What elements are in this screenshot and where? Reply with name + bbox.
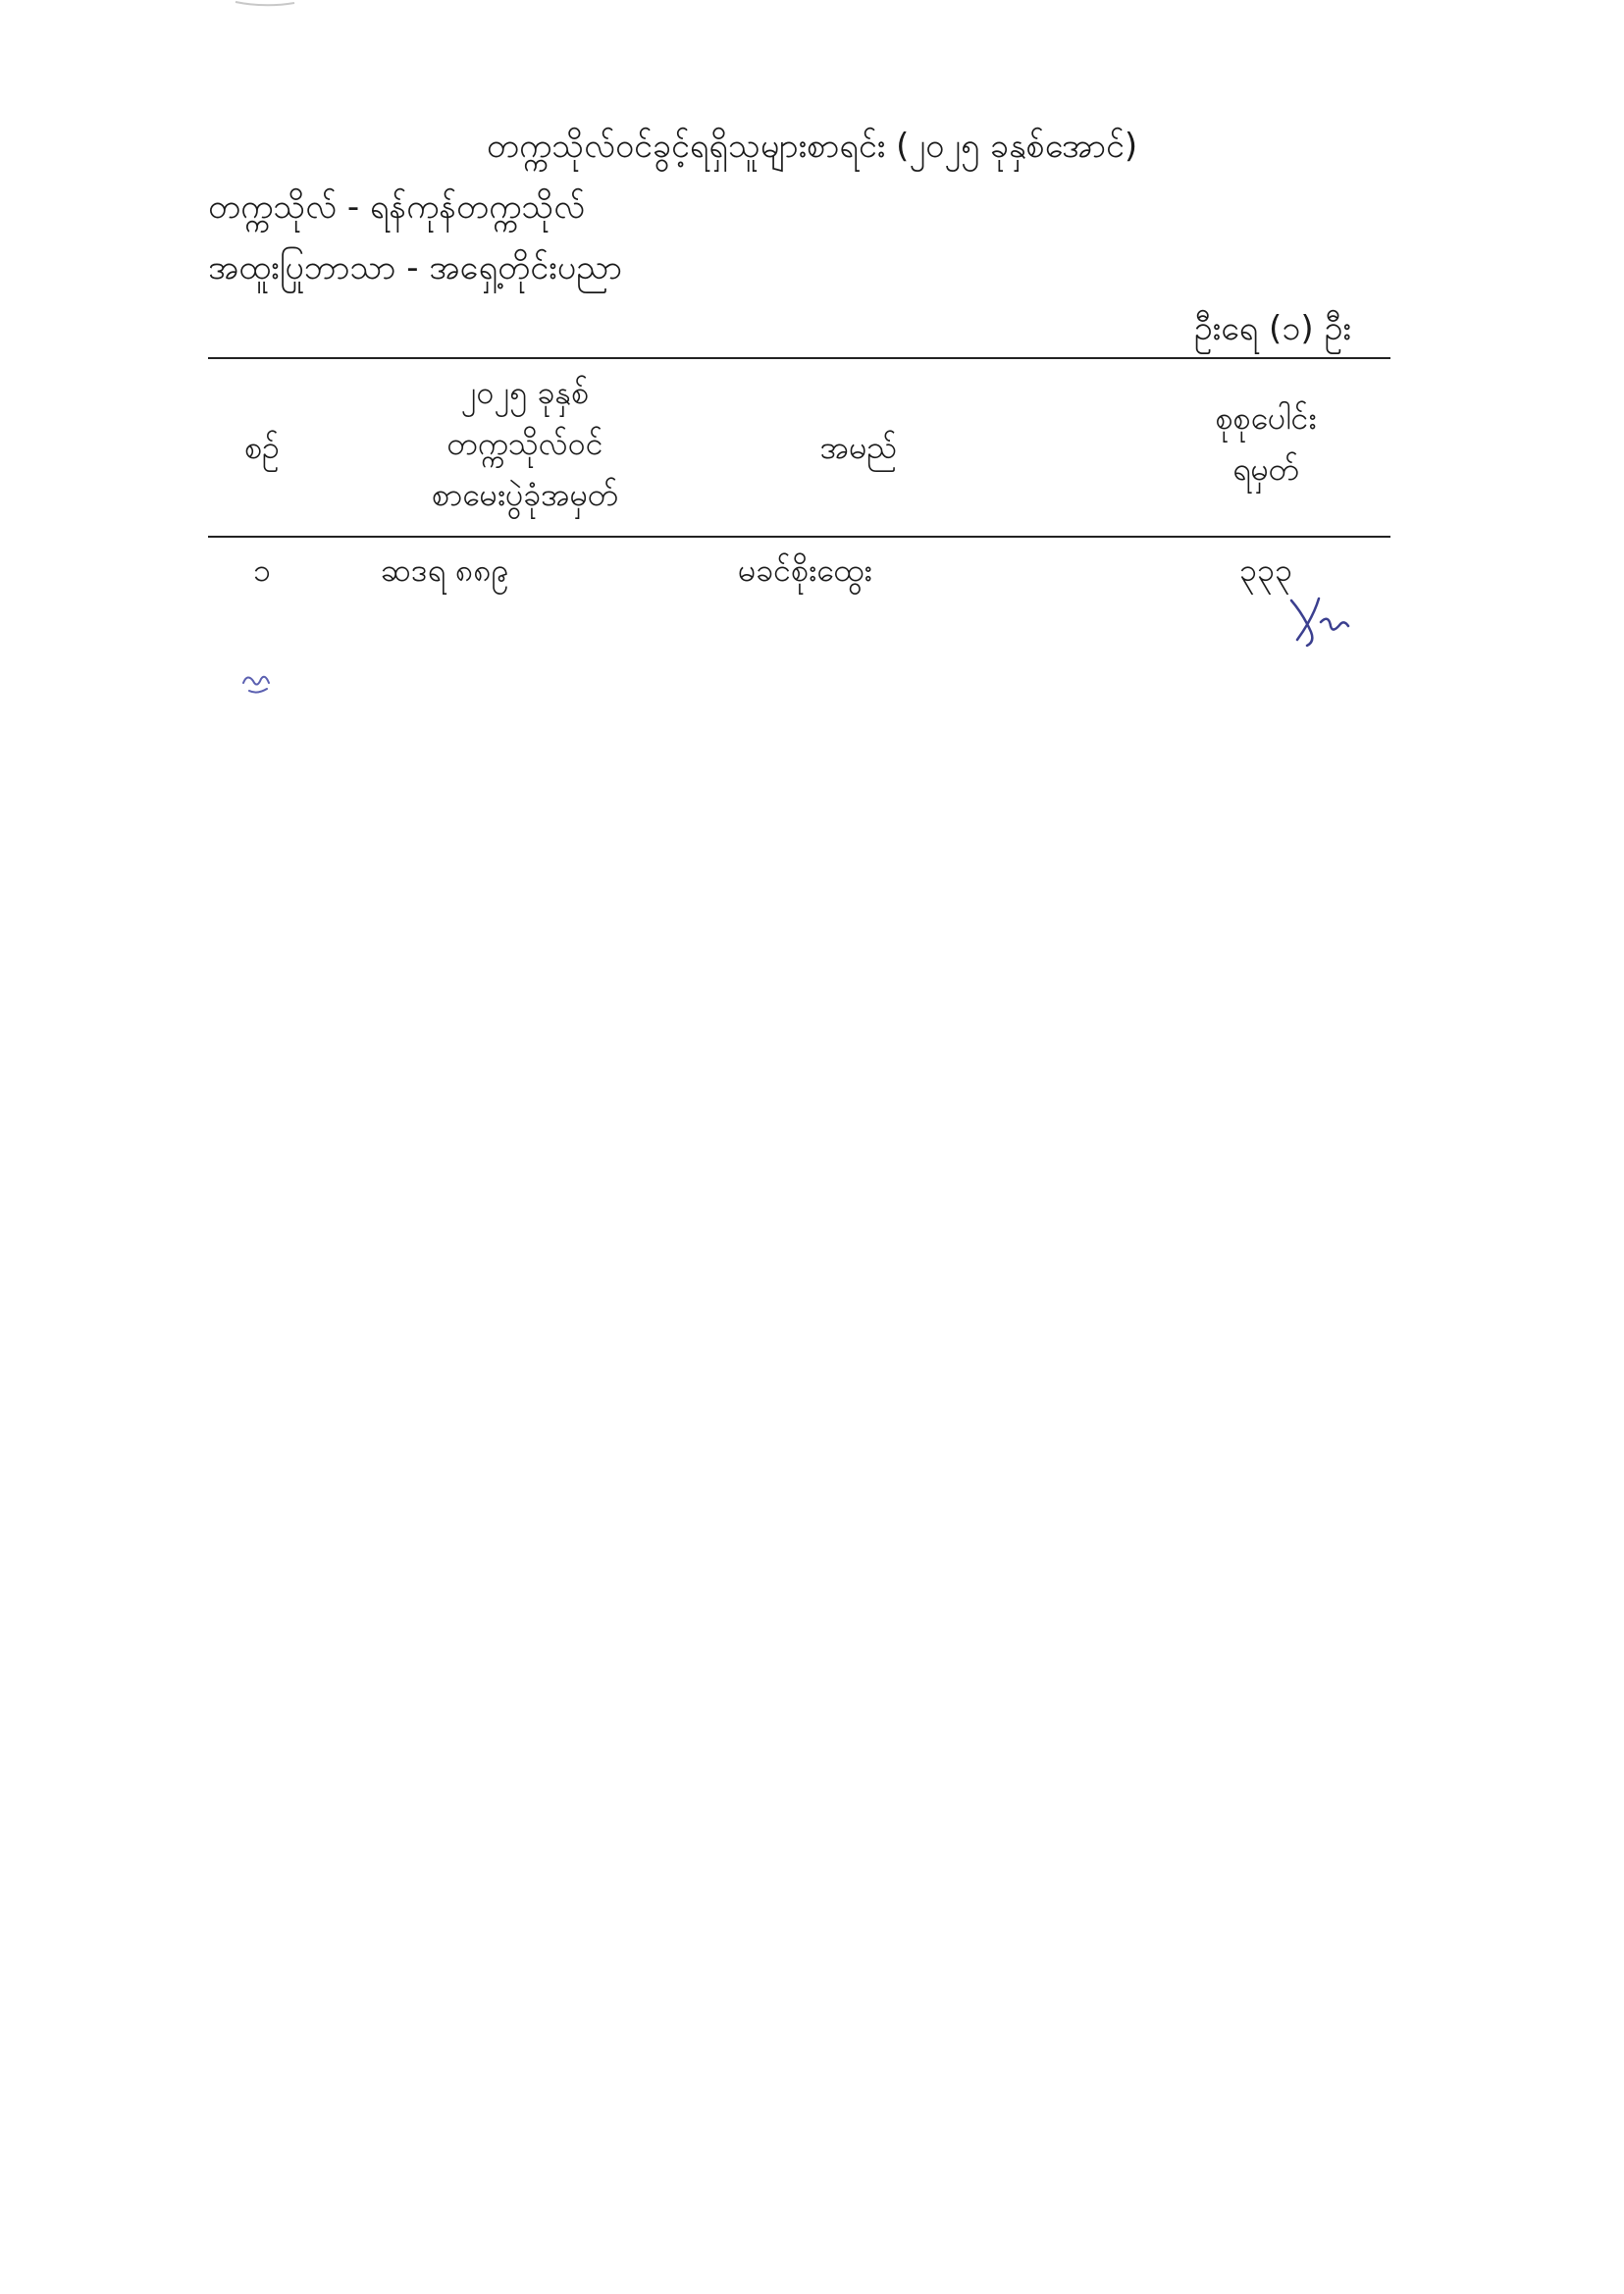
row-no: ၁ bbox=[253, 551, 271, 589]
header-roll-line-2: တက္ကသိုလ်ဝင် bbox=[446, 425, 603, 462]
document-title: တက္ကသိုလ်ဝင်ခွင့်ရရှိသူများစာရင်း (၂၀၂၅ ခုနှစ်အောင်) bbox=[486, 127, 1138, 166]
subject-line: အထူးပြုဘာသာ - အရှေ့တိုင်းပညာ bbox=[208, 248, 622, 287]
handwritten-initials bbox=[1285, 593, 1354, 652]
header-roll-number bbox=[363, 367, 687, 520]
header-marks-line-2: ရမှတ် bbox=[1232, 450, 1299, 488]
handwritten-mark bbox=[239, 665, 279, 701]
student-count: ဦးရေ (၁) ဦး bbox=[1193, 309, 1351, 348]
table-header-rule bbox=[208, 536, 1390, 538]
table-top-rule bbox=[208, 357, 1390, 359]
row-total-marks: ၃၃၃ bbox=[1239, 551, 1292, 589]
header-marks-line-1: စုစုပေါင်း bbox=[1215, 399, 1317, 437]
header-no: စဉ် bbox=[244, 429, 280, 466]
header-name: အမည် bbox=[819, 429, 898, 466]
header-total-marks bbox=[1158, 392, 1374, 495]
header-roll-line-1: ၂၀၂၅ ခုနှစ် bbox=[460, 374, 590, 411]
university-line: တက္ကသိုလ် - ရန်ကုန်တက္ကသိုလ် bbox=[208, 187, 586, 227]
header-roll-line-3: စာမေးပွဲခုံအမှတ် bbox=[432, 476, 618, 513]
row-name: မခင်စိုးထွေး bbox=[738, 551, 872, 589]
row-roll-number: ဆဒရ ၈၈၉ bbox=[381, 551, 509, 589]
scan-mark bbox=[226, 0, 343, 12]
